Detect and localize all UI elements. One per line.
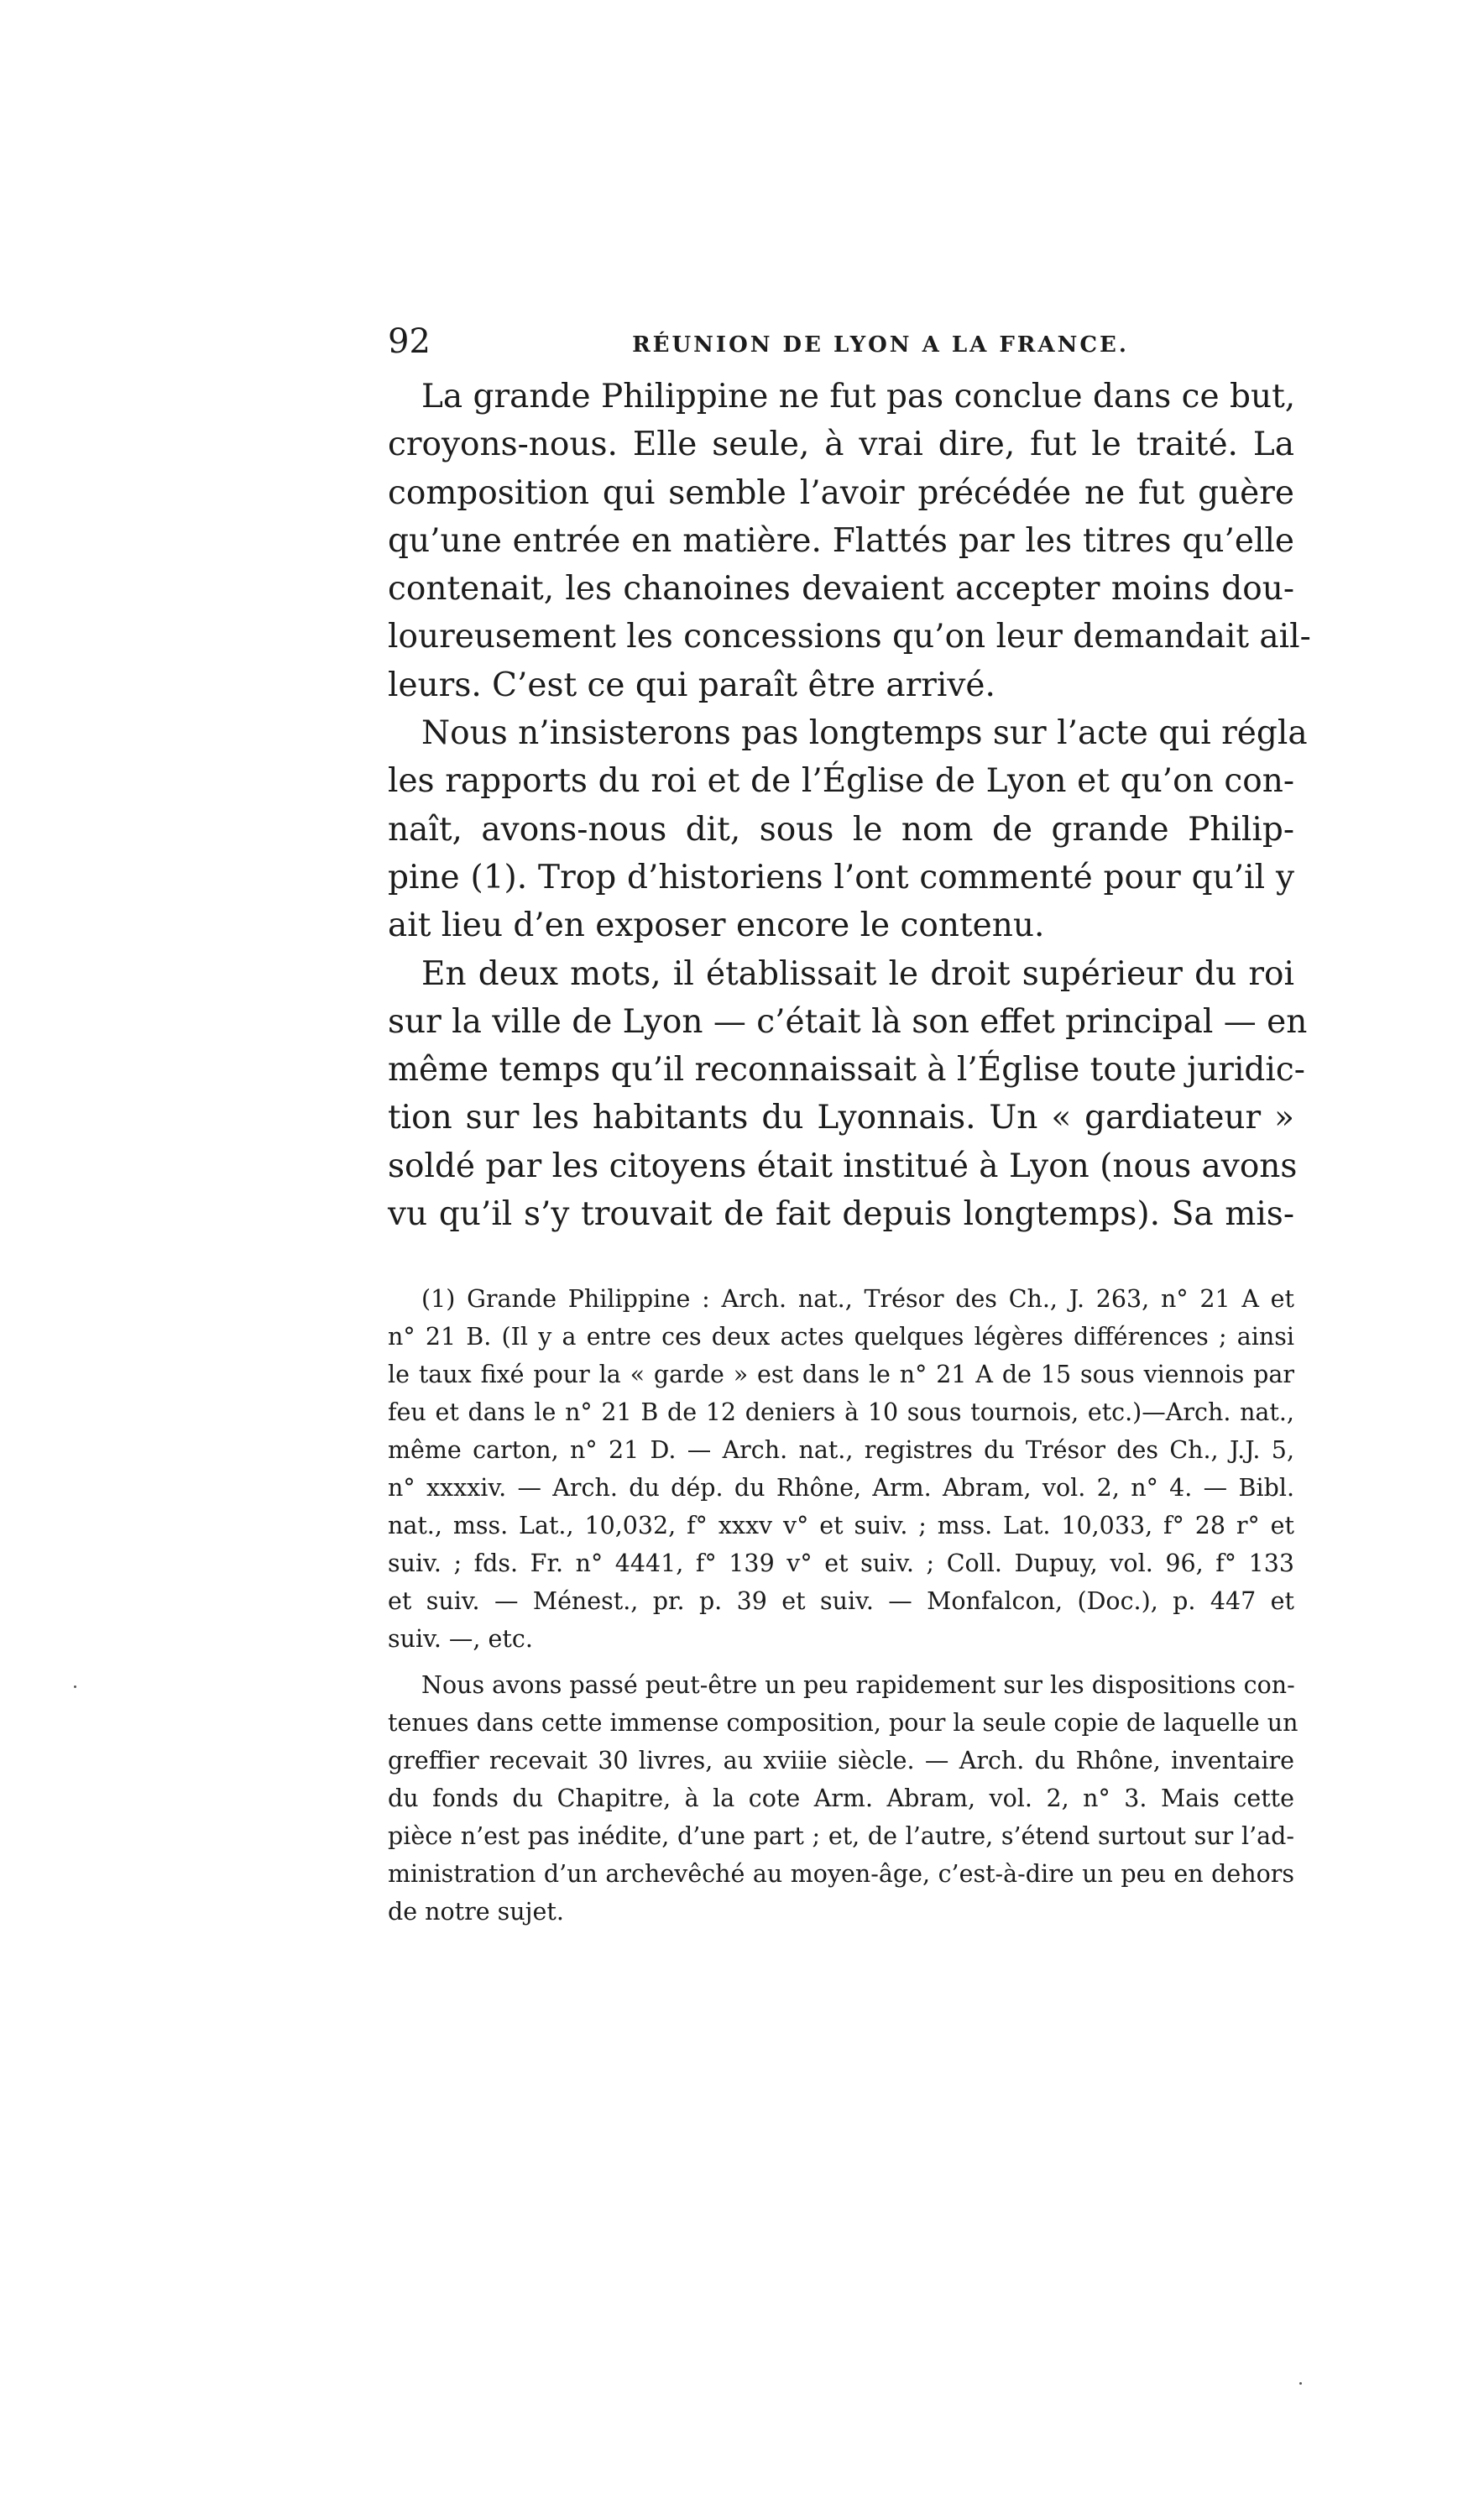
- text-line: En deux mots, il établissait le droit supérieur du roi: [421, 954, 1294, 993]
- footnote-line: le taux fixé pour la « garde » est dans le n° 21 A de 15 sous viennois par: [388, 1361, 1294, 1388]
- text-line: contenait, les chanoines devaient accepter moins dou-: [388, 570, 1294, 609]
- footnote-line: (1) Grande Philippine : Arch. nat., Trésor des Ch., J. 263, n° 21 A et: [421, 1285, 1294, 1313]
- text-line: composition qui semble l’avoir précédée ne fut guère: [388, 473, 1294, 512]
- footnotes: [388, 1280, 1298, 1931]
- paper-speck: [74, 1685, 76, 1688]
- text-line: naît, avons-nous dit, sous le nom de grande Philip-: [388, 810, 1294, 849]
- paragraph: [388, 373, 1311, 709]
- footnote-line: n° xxxxiv. — Arch. du dép. du Rhône, Arm. Abram, vol. 2, n° 4. — Bibl.: [388, 1474, 1294, 1502]
- text-line: Nous n’insisterons pas longtemps sur l’acte qui régla: [421, 714, 1308, 753]
- page-header: [388, 321, 1294, 363]
- footnote-1: [388, 1280, 1294, 1658]
- text-line: qu’une entrée en matière. Flattés par les titres qu’elle: [388, 521, 1294, 560]
- footnote-line: du fonds du Chapitre, à la cote Arm. Abram, vol. 2, n° 3. Mais cette: [388, 1785, 1294, 1812]
- text-line: sur la ville de Lyon — c’était là son effet principal — en: [388, 1002, 1308, 1041]
- footnote-line: suiv. —, etc.: [388, 1625, 533, 1653]
- footnote-line: feu et dans le n° 21 B de 12 deniers à 10 sous tournois, etc.)—Arch. nat.,: [388, 1398, 1294, 1426]
- footnote-line: suiv. ; fds. Fr. n° 4441, f° 139 v° et suiv. ; Coll. Dupuy, vol. 96, f° 133: [388, 1549, 1294, 1577]
- main-text: [388, 373, 1311, 1238]
- text-line: croyons-nous. Elle seule, à vrai dire, fut le traité. La: [388, 426, 1294, 464]
- footnote-line: nat., mss. Lat., 10,032, f° xxxv v° et suiv. ; mss. Lat. 10,033, f° 28 r° et: [388, 1512, 1294, 1539]
- text-line: pine (1). Trop d’historiens l’ont commenté pour qu’il y: [388, 858, 1294, 896]
- text-line: vu qu’il s’y trouvait de fait depuis longtemps). Sa mis-: [388, 1195, 1294, 1234]
- text-line: les rapports du roi et de l’Église de Lyon et qu’on con-: [388, 762, 1294, 801]
- paragraph: [388, 709, 1308, 949]
- text-line: même temps qu’il reconnaissait à l’Église toute juridic-: [388, 1051, 1305, 1090]
- text-line: La grande Philippine ne fut pas conclue dans ce but,: [421, 378, 1296, 415]
- footnote-line: de notre sujet.: [388, 1898, 564, 1926]
- page-number: 92: [388, 322, 431, 361]
- running-head: RÉUNION DE LYON A LA FRANCE.: [632, 332, 1129, 358]
- text-line: soldé par les citoyens était institué à Lyon (nous avons: [388, 1147, 1298, 1185]
- footnote-line: greffier recevait 30 livres, au xviiie siècle. — Arch. du Rhône, inventaire: [388, 1747, 1294, 1774]
- footnote-line: tenues dans cette immense composition, pour la seule copie de laquelle un: [388, 1709, 1298, 1737]
- footnote-2: [388, 1666, 1298, 1931]
- footnote-line: pièce n’est pas inédite, d’une part ; et, de l’autre, s’étend surtout sur l’ad-: [388, 1822, 1294, 1850]
- footnote-line: Nous avons passé peut-être un peu rapidement sur les dispositions con-: [421, 1671, 1295, 1699]
- footnote-line: ministration d’un archevêché au moyen-âge, c’est-à-dire un peu en dehors: [388, 1860, 1294, 1888]
- paper-speck: [1299, 2382, 1302, 2385]
- footnote-line: n° 21 B. (Il y a entre ces deux actes quelques légères différences ; ainsi: [388, 1323, 1294, 1351]
- paragraph: [388, 950, 1308, 1239]
- text-line: loureusement les concessions qu’on leur demandait ail-: [388, 618, 1311, 656]
- footnote-line: et suiv. — Ménest., pr. p. 39 et suiv. — Monfalcon, (Doc.), p. 447 et: [388, 1587, 1294, 1615]
- footnote-line: même carton, n° 21 D. — Arch. nat., registres du Trésor des Ch., J.J. 5,: [388, 1436, 1294, 1464]
- text-line: ait lieu d’en exposer encore le contenu.: [388, 907, 1045, 945]
- text-line: leurs. C’est ce qui paraît être arrivé.: [388, 666, 995, 704]
- text-line: tion sur les habitants du Lyonnais. Un « gardiateur »: [388, 1099, 1294, 1137]
